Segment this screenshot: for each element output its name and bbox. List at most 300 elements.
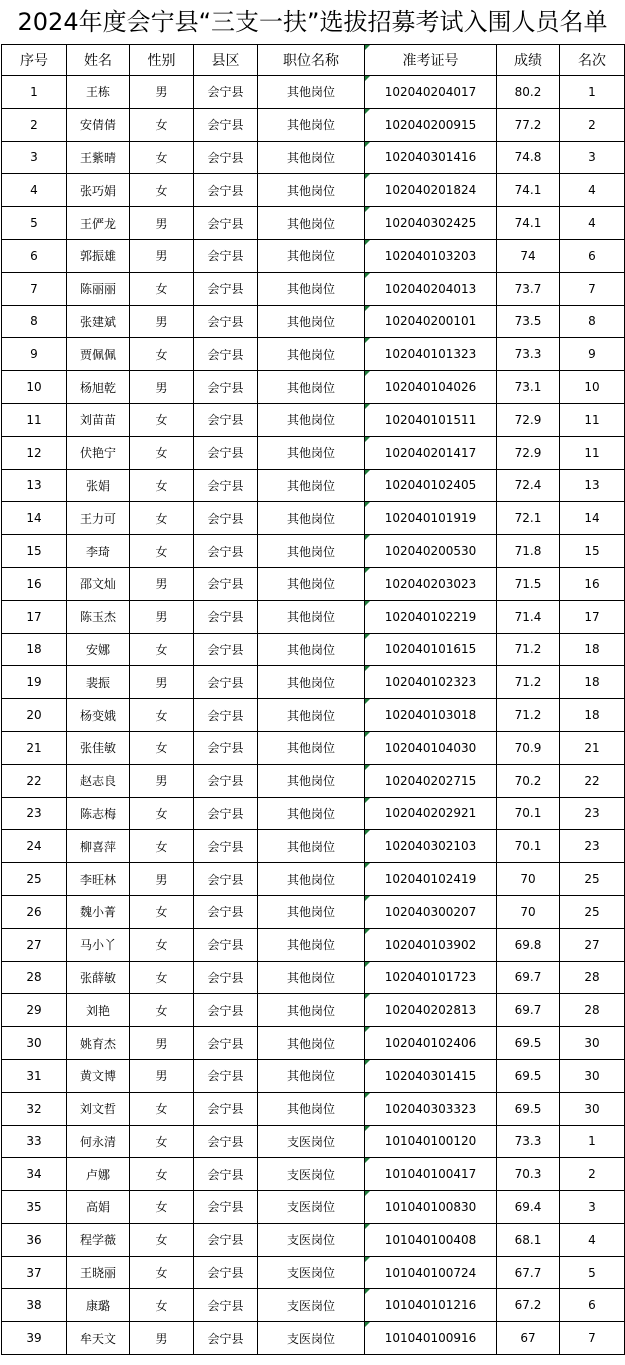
cell-exam-id: 102040102405: [365, 469, 497, 502]
cell-rank: 28: [560, 961, 625, 994]
cell-index: 9: [2, 338, 67, 371]
cell-rank: 2: [560, 108, 625, 141]
cell-gender: 男: [130, 1322, 194, 1355]
cell-exam-id: 102040201417: [365, 436, 497, 469]
table-row: [2, 1158, 625, 1191]
cell-gender: 女: [130, 1092, 194, 1125]
table-row: [2, 469, 625, 502]
cell-exam-id: 102040301415: [365, 1059, 497, 1092]
cell-rank: 8: [560, 305, 625, 338]
cell-score: 73.3: [497, 1125, 560, 1158]
cell-position: 其他岗位: [258, 961, 365, 994]
cell-county: 会宁县: [194, 403, 258, 436]
cell-gender: 女: [130, 403, 194, 436]
table-body: [2, 76, 625, 1355]
cell-rank: 4: [560, 1223, 625, 1256]
table-row: [2, 239, 625, 272]
cell-score: 80.2: [497, 76, 560, 109]
cell-score: 71.2: [497, 633, 560, 666]
cell-name: 张巧娟: [67, 174, 130, 207]
cell-county: 会宁县: [194, 76, 258, 109]
table-row: [2, 731, 625, 764]
cell-index: 22: [2, 764, 67, 797]
cell-index: 37: [2, 1256, 67, 1289]
table-row: [2, 1191, 625, 1224]
cell-rank: 18: [560, 633, 625, 666]
cell-exam-id: 102040301416: [365, 141, 497, 174]
table-row: [2, 567, 625, 600]
cell-position: 其他岗位: [258, 666, 365, 699]
table-row: [2, 895, 625, 928]
cell-name: 张建斌: [67, 305, 130, 338]
cell-rank: 30: [560, 1092, 625, 1125]
cell-score: 69.8: [497, 928, 560, 961]
cell-exam-id: 102040102419: [365, 863, 497, 896]
cell-exam-id: 102040302425: [365, 207, 497, 240]
cell-rank: 1: [560, 1125, 625, 1158]
cell-name: 黄文博: [67, 1059, 130, 1092]
cell-name: 程学薇: [67, 1223, 130, 1256]
cell-rank: 23: [560, 797, 625, 830]
cell-position: 支医岗位: [258, 1191, 365, 1224]
table-row: [2, 633, 625, 666]
table-row: [2, 928, 625, 961]
cell-county: 会宁县: [194, 961, 258, 994]
cell-county: 会宁县: [194, 863, 258, 896]
cell-rank: 11: [560, 436, 625, 469]
cell-score: 73.7: [497, 272, 560, 305]
cell-position: 支医岗位: [258, 1289, 365, 1322]
cell-name: 高娟: [67, 1191, 130, 1224]
cell-position: 其他岗位: [258, 174, 365, 207]
cell-exam-id: 102040102219: [365, 600, 497, 633]
cell-county: 会宁县: [194, 928, 258, 961]
cell-score: 67: [497, 1322, 560, 1355]
cell-score: 72.9: [497, 403, 560, 436]
cell-gender: 女: [130, 1289, 194, 1322]
cell-county: 会宁县: [194, 207, 258, 240]
cell-gender: 女: [130, 699, 194, 732]
table-row: [2, 1289, 625, 1322]
table-row: [2, 174, 625, 207]
cell-index: 34: [2, 1158, 67, 1191]
cell-exam-id: 102040200915: [365, 108, 497, 141]
cell-gender: 女: [130, 338, 194, 371]
cell-rank: 23: [560, 830, 625, 863]
cell-gender: 女: [130, 1125, 194, 1158]
cell-index: 33: [2, 1125, 67, 1158]
cell-rank: 3: [560, 141, 625, 174]
cell-county: 会宁县: [194, 830, 258, 863]
cell-score: 70.1: [497, 797, 560, 830]
cell-position: 其他岗位: [258, 1059, 365, 1092]
table-row: [2, 797, 625, 830]
cell-rank: 6: [560, 1289, 625, 1322]
cell-score: 69.7: [497, 961, 560, 994]
cell-index: 23: [2, 797, 67, 830]
cell-name: 安倩倩: [67, 108, 130, 141]
cell-gender: 男: [130, 764, 194, 797]
cell-score: 74.1: [497, 207, 560, 240]
cell-county: 会宁县: [194, 1223, 258, 1256]
table-row: [2, 764, 625, 797]
cell-position: 其他岗位: [258, 535, 365, 568]
cell-exam-id: 101040100916: [365, 1322, 497, 1355]
cell-exam-id: 101040100417: [365, 1158, 497, 1191]
cell-score: 67.2: [497, 1289, 560, 1322]
cell-index: 24: [2, 830, 67, 863]
cell-score: 71.4: [497, 600, 560, 633]
cell-name: 刘文哲: [67, 1092, 130, 1125]
cell-name: 张娟: [67, 469, 130, 502]
cell-score: 70: [497, 863, 560, 896]
cell-position: 支医岗位: [258, 1256, 365, 1289]
cell-name: 杨旭乾: [67, 371, 130, 404]
cell-gender: 女: [130, 1158, 194, 1191]
cell-position: 其他岗位: [258, 469, 365, 502]
cell-county: 会宁县: [194, 174, 258, 207]
cell-gender: 女: [130, 436, 194, 469]
cell-county: 会宁县: [194, 567, 258, 600]
table-row: [2, 1256, 625, 1289]
cell-score: 73.1: [497, 371, 560, 404]
cell-gender: 女: [130, 1223, 194, 1256]
cell-name: 张薛敏: [67, 961, 130, 994]
cell-name: 郭振雄: [67, 239, 130, 272]
cell-county: 会宁县: [194, 666, 258, 699]
table-row: [2, 1059, 625, 1092]
cell-name: 王栋: [67, 76, 130, 109]
cell-index: 32: [2, 1092, 67, 1125]
cell-index: 8: [2, 305, 67, 338]
col-header-index: 序号: [2, 45, 67, 76]
cell-exam-id: 102040103018: [365, 699, 497, 732]
cell-gender: 女: [130, 502, 194, 535]
cell-rank: 30: [560, 1027, 625, 1060]
cell-index: 11: [2, 403, 67, 436]
cell-index: 16: [2, 567, 67, 600]
cell-score: 77.2: [497, 108, 560, 141]
cell-exam-id: 102040101723: [365, 961, 497, 994]
cell-gender: 男: [130, 567, 194, 600]
cell-name: 李琦: [67, 535, 130, 568]
cell-score: 73.5: [497, 305, 560, 338]
table-row: [2, 338, 625, 371]
cell-position: 其他岗位: [258, 239, 365, 272]
cell-gender: 女: [130, 141, 194, 174]
cell-position: 其他岗位: [258, 502, 365, 535]
cell-score: 71.2: [497, 699, 560, 732]
col-header-name: 姓名: [67, 45, 130, 76]
cell-index: 1: [2, 76, 67, 109]
cell-score: 74.1: [497, 174, 560, 207]
cell-gender: 男: [130, 76, 194, 109]
table-row: [2, 600, 625, 633]
cell-gender: 男: [130, 863, 194, 896]
cell-score: 72.4: [497, 469, 560, 502]
cell-exam-id: 102040303323: [365, 1092, 497, 1125]
cell-exam-id: 102040101615: [365, 633, 497, 666]
cell-index: 29: [2, 994, 67, 1027]
cell-index: 27: [2, 928, 67, 961]
cell-name: 安娜: [67, 633, 130, 666]
cell-gender: 男: [130, 371, 194, 404]
cell-position: 其他岗位: [258, 928, 365, 961]
cell-gender: 男: [130, 1059, 194, 1092]
cell-exam-id: 101040100408: [365, 1223, 497, 1256]
cell-exam-id: 102040200530: [365, 535, 497, 568]
cell-index: 15: [2, 535, 67, 568]
cell-name: 陈志梅: [67, 797, 130, 830]
cell-position: 其他岗位: [258, 731, 365, 764]
page-title: 2024年度会宁县“三支一扶”选拔招募考试入围人员名单: [17, 8, 608, 36]
cell-position: 其他岗位: [258, 305, 365, 338]
cell-exam-id: 102040203023: [365, 567, 497, 600]
col-header-county: 县区: [194, 45, 258, 76]
cell-rank: 17: [560, 600, 625, 633]
table-row: [2, 371, 625, 404]
cell-name: 王力可: [67, 502, 130, 535]
cell-exam-id: 102040101511: [365, 403, 497, 436]
cell-index: 39: [2, 1322, 67, 1355]
table-row: [2, 436, 625, 469]
cell-score: 74.8: [497, 141, 560, 174]
cell-index: 4: [2, 174, 67, 207]
cell-index: 10: [2, 371, 67, 404]
cell-county: 会宁县: [194, 895, 258, 928]
cell-county: 会宁县: [194, 797, 258, 830]
cell-position: 其他岗位: [258, 338, 365, 371]
cell-name: 贾佩佩: [67, 338, 130, 371]
cell-rank: 14: [560, 502, 625, 535]
cell-score: 71.8: [497, 535, 560, 568]
cell-name: 裴振: [67, 666, 130, 699]
cell-gender: 女: [130, 1256, 194, 1289]
cell-gender: 女: [130, 469, 194, 502]
cell-county: 会宁县: [194, 305, 258, 338]
cell-gender: 女: [130, 535, 194, 568]
cell-rank: 28: [560, 994, 625, 1027]
cell-index: 35: [2, 1191, 67, 1224]
cell-name: 杨变娥: [67, 699, 130, 732]
cell-rank: 7: [560, 1322, 625, 1355]
cell-score: 71.5: [497, 567, 560, 600]
cell-name: 柳喜萍: [67, 830, 130, 863]
cell-score: 70.3: [497, 1158, 560, 1191]
cell-name: 康璐: [67, 1289, 130, 1322]
cell-score: 70.1: [497, 830, 560, 863]
cell-gender: 女: [130, 108, 194, 141]
cell-score: 72.1: [497, 502, 560, 535]
cell-county: 会宁县: [194, 141, 258, 174]
cell-county: 会宁县: [194, 469, 258, 502]
col-header-exam-id: 准考证号: [365, 45, 497, 76]
table-row: [2, 1322, 625, 1355]
cell-position: 其他岗位: [258, 108, 365, 141]
cell-county: 会宁县: [194, 1158, 258, 1191]
cell-name: 邵文灿: [67, 567, 130, 600]
cell-name: 赵志良: [67, 764, 130, 797]
cell-position: 其他岗位: [258, 272, 365, 305]
cell-name: 马小丫: [67, 928, 130, 961]
cell-name: 刘艳: [67, 994, 130, 1027]
cell-position: 其他岗位: [258, 764, 365, 797]
cell-score: 73.3: [497, 338, 560, 371]
cell-exam-id: 102040102323: [365, 666, 497, 699]
cell-exam-id: 102040202921: [365, 797, 497, 830]
cell-exam-id: 102040101323: [365, 338, 497, 371]
col-header-rank: 名次: [560, 45, 625, 76]
table-row: [2, 403, 625, 436]
cell-exam-id: 102040200101: [365, 305, 497, 338]
cell-name: 陈玉杰: [67, 600, 130, 633]
cell-gender: 男: [130, 600, 194, 633]
cell-position: 支医岗位: [258, 1125, 365, 1158]
cell-score: 70.2: [497, 764, 560, 797]
cell-exam-id: 102040204017: [365, 76, 497, 109]
table-row: [2, 699, 625, 732]
cell-county: 会宁县: [194, 699, 258, 732]
cell-gender: 男: [130, 207, 194, 240]
cell-exam-id: 102040300207: [365, 895, 497, 928]
cell-gender: 女: [130, 731, 194, 764]
table-row: [2, 1027, 625, 1060]
table-row: [2, 1092, 625, 1125]
cell-gender: 男: [130, 666, 194, 699]
cell-rank: 7: [560, 272, 625, 305]
cell-rank: 18: [560, 666, 625, 699]
table-row: [2, 305, 625, 338]
cell-exam-id: 101040100830: [365, 1191, 497, 1224]
cell-index: 31: [2, 1059, 67, 1092]
cell-county: 会宁县: [194, 272, 258, 305]
cell-county: 会宁县: [194, 239, 258, 272]
cell-county: 会宁县: [194, 108, 258, 141]
cell-index: 6: [2, 239, 67, 272]
cell-gender: 男: [130, 305, 194, 338]
col-header-score: 成绩: [497, 45, 560, 76]
cell-index: 20: [2, 699, 67, 732]
cell-position: 其他岗位: [258, 895, 365, 928]
cell-name: 牟天文: [67, 1322, 130, 1355]
cell-exam-id: 102040104030: [365, 731, 497, 764]
cell-county: 会宁县: [194, 633, 258, 666]
cell-position: 其他岗位: [258, 863, 365, 896]
cell-name: 张佳敏: [67, 731, 130, 764]
cell-score: 72.9: [497, 436, 560, 469]
cell-rank: 6: [560, 239, 625, 272]
table-row: [2, 207, 625, 240]
cell-exam-id: 101040101216: [365, 1289, 497, 1322]
cell-name: 王紫晴: [67, 141, 130, 174]
table-row: [2, 502, 625, 535]
cell-name: 卢娜: [67, 1158, 130, 1191]
cell-index: 30: [2, 1027, 67, 1060]
col-header-gender: 性别: [130, 45, 194, 76]
cell-rank: 22: [560, 764, 625, 797]
cell-rank: 3: [560, 1191, 625, 1224]
cell-gender: 女: [130, 797, 194, 830]
table-row: [2, 961, 625, 994]
cell-county: 会宁县: [194, 764, 258, 797]
cell-gender: 女: [130, 961, 194, 994]
cell-county: 会宁县: [194, 535, 258, 568]
cell-county: 会宁县: [194, 1289, 258, 1322]
cell-exam-id: 102040201824: [365, 174, 497, 207]
cell-index: 2: [2, 108, 67, 141]
cell-index: 36: [2, 1223, 67, 1256]
cell-index: 28: [2, 961, 67, 994]
cell-county: 会宁县: [194, 994, 258, 1027]
cell-name: 王晓丽: [67, 1256, 130, 1289]
cell-position: 其他岗位: [258, 371, 365, 404]
cell-county: 会宁县: [194, 1027, 258, 1060]
table-header-row: [2, 45, 625, 76]
cell-score: 67.7: [497, 1256, 560, 1289]
cell-rank: 11: [560, 403, 625, 436]
cell-position: 其他岗位: [258, 567, 365, 600]
cell-rank: 18: [560, 699, 625, 732]
cell-position: 其他岗位: [258, 207, 365, 240]
table-row: [2, 141, 625, 174]
cell-exam-id: 102040104026: [365, 371, 497, 404]
cell-index: 13: [2, 469, 67, 502]
cell-exam-id: 101040100724: [365, 1256, 497, 1289]
cell-gender: 女: [130, 1191, 194, 1224]
cell-position: 其他岗位: [258, 600, 365, 633]
cell-exam-id: 102040103203: [365, 239, 497, 272]
cell-exam-id: 102040101919: [365, 502, 497, 535]
cell-gender: 女: [130, 633, 194, 666]
cell-name: 刘苗苗: [67, 403, 130, 436]
cell-index: 17: [2, 600, 67, 633]
cell-name: 何永清: [67, 1125, 130, 1158]
table-row: [2, 272, 625, 305]
cell-exam-id: 102040202715: [365, 764, 497, 797]
cell-county: 会宁县: [194, 1059, 258, 1092]
cell-gender: 女: [130, 895, 194, 928]
cell-county: 会宁县: [194, 1191, 258, 1224]
cell-gender: 女: [130, 830, 194, 863]
cell-position: 其他岗位: [258, 994, 365, 1027]
cell-position: 支医岗位: [258, 1158, 365, 1191]
cell-rank: 25: [560, 863, 625, 896]
cell-county: 会宁县: [194, 600, 258, 633]
cell-index: 14: [2, 502, 67, 535]
cell-score: 69.5: [497, 1092, 560, 1125]
cell-score: 69.5: [497, 1059, 560, 1092]
cell-rank: 30: [560, 1059, 625, 1092]
cell-position: 其他岗位: [258, 633, 365, 666]
cell-index: 19: [2, 666, 67, 699]
cell-score: 69.7: [497, 994, 560, 1027]
cell-county: 会宁县: [194, 436, 258, 469]
table-row: [2, 1125, 625, 1158]
cell-exam-id: 101040100120: [365, 1125, 497, 1158]
cell-position: 支医岗位: [258, 1223, 365, 1256]
cell-county: 会宁县: [194, 338, 258, 371]
cell-name: 王俨龙: [67, 207, 130, 240]
table-row: [2, 1223, 625, 1256]
cell-exam-id: 102040102406: [365, 1027, 497, 1060]
results-table: [1, 44, 625, 1355]
table-row: [2, 108, 625, 141]
cell-gender: 女: [130, 174, 194, 207]
cell-name: 姚育杰: [67, 1027, 130, 1060]
col-header-position: 职位名称: [258, 45, 365, 76]
cell-score: 70.9: [497, 731, 560, 764]
cell-position: 其他岗位: [258, 76, 365, 109]
